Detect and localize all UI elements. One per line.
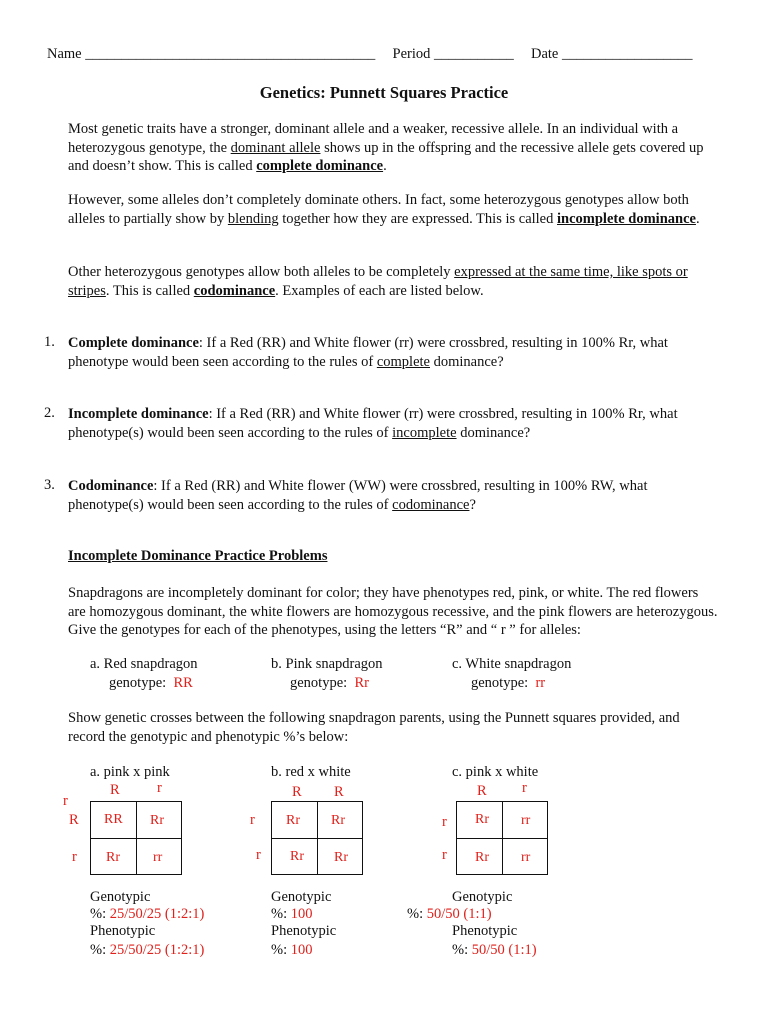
cross-b-phenotypic-label: Phenotypic (271, 923, 337, 939)
cross-b-cell-4[interactable]: Rr (334, 850, 348, 865)
cross-a-cell-1[interactable]: RR (104, 812, 123, 827)
intro-paragraph-1: Most genetic traits have a stronger, dominant allele and a weaker, recessive allele. In an individual with a heterozygous genotype, the dominant allele shows up in the offspring and the recessive allele gets covered up and doesn’t show. This is called complete dominance. (68, 121, 704, 174)
cross-c-label: c. pink x white (452, 764, 539, 780)
cross-c-punnett-square (456, 801, 548, 875)
cross-c-cell-2[interactable]: rr (521, 813, 531, 828)
cross-c-top-allele-2: r (522, 780, 527, 796)
item-white-answer[interactable]: rr (535, 675, 546, 691)
intro-paragraph-3: Other heterozygous genotypes allow both alleles to be completely expressed at the same time, like spots or stripes. This is called codominance. Examples of each are listed below. (68, 264, 688, 299)
cross-c-phenotypic-label: Phenotypic (452, 923, 518, 939)
cross-a-label: a. pink x pink (90, 764, 170, 780)
cross-b-genotypic-row: %: 100 (271, 906, 313, 922)
cross-c-side-allele-2: r (442, 847, 447, 863)
cross-a-phenotypic-label: Phenotypic (90, 923, 156, 939)
cross-paragraph: Show genetic crosses between the following snapdragon parents, using the Punnett squares provided, and record the genotypic and phenotypic %’s below: (68, 710, 680, 745)
cross-a-phenotypic-value[interactable]: 25/50/25 (1:2:1) (109, 942, 205, 958)
cross-a-genotypic-label: Genotypic (90, 889, 151, 905)
cross-b-genotypic-value[interactable]: 100 (290, 906, 313, 922)
cross-b-cell-2[interactable]: Rr (331, 813, 345, 828)
item-red-genotype: genotype: RR (109, 675, 193, 691)
cross-c-cell-4[interactable]: rr (521, 850, 531, 865)
item-pink-label: b. Pink snapdragon (271, 656, 383, 672)
cross-b-punnett-square (271, 801, 363, 875)
cross-c-phenotypic-row: %: 50/50 (1:1) (452, 942, 537, 958)
date-label: Date (530, 46, 559, 62)
cross-b-cell-1[interactable]: Rr (286, 813, 300, 828)
name-label: Name (47, 46, 82, 62)
question-1-number: 1. (44, 334, 55, 350)
period-line[interactable]: ___________ (433, 46, 514, 62)
cross-a-top-allele-2: r (157, 780, 162, 796)
cross-c-genotypic-row: %: 50/50 (1:1) (407, 906, 492, 922)
question-2-number: 2. (44, 405, 55, 421)
page-title: Genetics: Punnett Squares Practice (259, 83, 509, 102)
cross-b-label: b. red x white (271, 764, 351, 780)
practice-paragraph: Snapdragons are incompletely dominant for color; they have phenotypes red, pink, or white. The red flowers are homozygous dominant, the white flowers are homozygous recessive, and the pink flowers are heterozygous. Give the genotypes for each of the phenotypes, using the letters “R” and “ r ” for alleles: (68, 585, 718, 638)
cross-b-side-allele-2: r (256, 847, 261, 863)
question-1: Complete dominance: If a Red (RR) and White flower (rr) were crossbred, resulting in 100% Rr, what phenotype would been seen according to the rules of complete dominance? (68, 335, 668, 370)
intro-paragraph-2: However, some alleles don’t completely dominate others. In fact, some heterozygous genotypes allow both alleles to partially show by blending together how they are expressed. This is called incomplete dominance. (68, 192, 700, 227)
cross-a-top-allele-1: R (110, 782, 120, 798)
item-red-answer[interactable]: RR (173, 675, 193, 691)
cross-a-stray-allele: r (63, 793, 68, 809)
cross-a-cell-4[interactable]: rr (153, 850, 163, 865)
cross-b-phenotypic-value[interactable]: 100 (290, 942, 313, 958)
question-2: Incomplete dominance: If a Red (RR) and White flower (rr) were crossbred, resulting in 100% Rr, what phenotype(s) would been seen according to the rules of incomplete dominance? (68, 406, 678, 441)
cross-a-cell-2[interactable]: Rr (150, 813, 164, 828)
cross-b-top-allele-2: R (334, 784, 344, 800)
cross-a-genotypic-value[interactable]: 25/50/25 (1:2:1) (109, 906, 205, 922)
item-pink-answer[interactable]: Rr (354, 675, 369, 691)
cross-b-side-allele-1: r (250, 812, 255, 828)
cross-c-cell-3[interactable]: Rr (475, 850, 489, 865)
item-pink-genotype: genotype: Rr (290, 675, 369, 691)
cross-a-genotypic-row: %: 25/50/25 (1:2:1) (90, 906, 205, 922)
cross-c-side-allele-1: r (442, 814, 447, 830)
cross-a-punnett-square (90, 801, 182, 875)
item-red-label: a. Red snapdragon (90, 656, 198, 672)
cross-b-cell-3[interactable]: Rr (290, 849, 304, 864)
cross-a-side-allele-2: r (72, 849, 77, 865)
cross-a-side-allele-1: R (69, 812, 79, 828)
cross-b-top-allele-1: R (292, 784, 302, 800)
cross-a-cell-3[interactable]: Rr (106, 850, 120, 865)
item-white-genotype: genotype: rr (471, 675, 546, 691)
question-3-number: 3. (44, 477, 55, 493)
cross-c-top-allele-1: R (477, 783, 487, 799)
practice-heading: Incomplete Dominance Practice Problems (68, 548, 328, 564)
question-3: Codominance: If a Red (RR) and White flower (WW) were crossbred, resulting in 100% RW, what phenotype(s) would been seen according to the rules of codominance? (68, 478, 648, 513)
cross-c-genotypic-value[interactable]: 50/50 (1:1) (426, 906, 492, 922)
cross-b-phenotypic-row: %: 100 (271, 942, 313, 958)
cross-b-genotypic-label: Genotypic (271, 889, 332, 905)
cross-c-genotypic-label: Genotypic (452, 889, 513, 905)
name-line[interactable]: ________________________________________ (85, 46, 376, 62)
header-row (47, 46, 692, 63)
cross-a-phenotypic-row: %: 25/50/25 (1:2:1) (90, 942, 205, 958)
period-label: Period (392, 46, 431, 62)
date-line[interactable]: __________________ (561, 46, 693, 62)
cross-c-cell-1[interactable]: Rr (475, 812, 489, 827)
cross-c-phenotypic-value[interactable]: 50/50 (1:1) (471, 942, 537, 958)
item-white-label: c. White snapdragon (452, 656, 572, 672)
